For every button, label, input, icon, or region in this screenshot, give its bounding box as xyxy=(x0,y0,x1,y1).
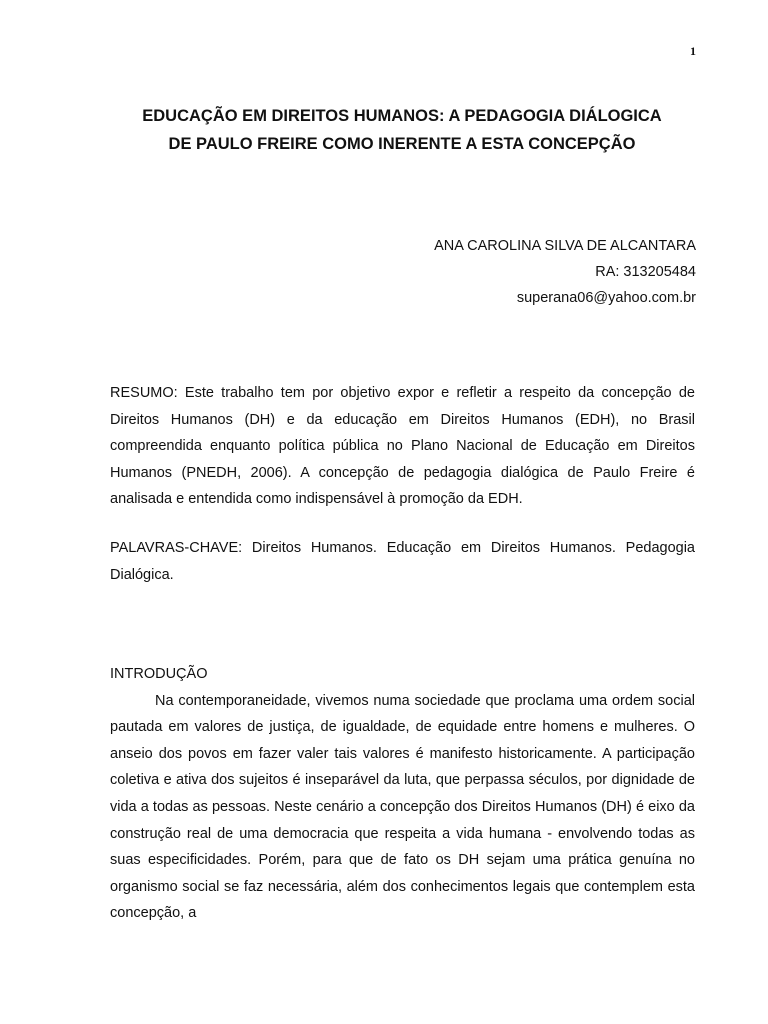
keywords-text: PALAVRAS-CHAVE: Direitos Humanos. Educação em Direitos Humanos. Pedagogia Dialógica. xyxy=(110,540,695,583)
paper-title-line-2: DE PAULO FREIRE COMO INERENTE A ESTA CONCEPÇÃO xyxy=(168,135,636,153)
author-block xyxy=(434,233,696,311)
paper-title-line-1: EDUCAÇÃO EM DIREITOS HUMANOS: A PEDAGOGIA DIÁLOGICA xyxy=(142,107,662,125)
author-email: superana06@yahoo.com.br xyxy=(516,290,696,306)
introduction-section xyxy=(110,661,695,927)
introduction-heading: INTRODUÇÃO xyxy=(110,666,208,682)
introduction-paragraph: Na contemporaneidade, vivemos numa sociedade que proclama uma ordem social pautada em valores de justiça, de igualdade, de equidade entre homens e mulheres. O anseio dos povos em fazer valer tais valores é manifesto historicamente. A participação coletiva e ativa dos sujeitos é inseparável da luta, que perpassa séculos, por dignidade de vida a todas as pessoas. Neste cenário a concepção dos Direitos Humanos (DH) é eixo da construção real de uma democracia que respeita a vida humana - envolvendo todas as suas especificidades. Porém, para que de fato os DH sejam uma prática genuína no organismo social se faz necessária, além dos conhecimentos legais que contemplem esta concepção, a xyxy=(110,692,695,922)
keywords-section xyxy=(110,535,695,588)
author-name: ANA CAROLINA SILVA DE ALCANTARA xyxy=(434,238,696,254)
page-number: 1 xyxy=(690,44,696,58)
author-ra: RA: 313205484 xyxy=(595,264,696,280)
abstract-section xyxy=(110,380,695,513)
abstract-text: RESUMO: Este trabalho tem por objetivo expor e refletir a respeito da concepção de Direitos Humanos (DH) e da educação em Direitos Humanos (EDH), no Brasil compreendida enquanto política pública no Plano Nacional de Educação em Direitos Humanos (PNEDH, 2006). A concepção de pedagogia dialógica de Paulo Freire é analisada e entendida como indispensável à promoção da EDH. xyxy=(110,385,695,508)
paper-title xyxy=(100,102,704,158)
